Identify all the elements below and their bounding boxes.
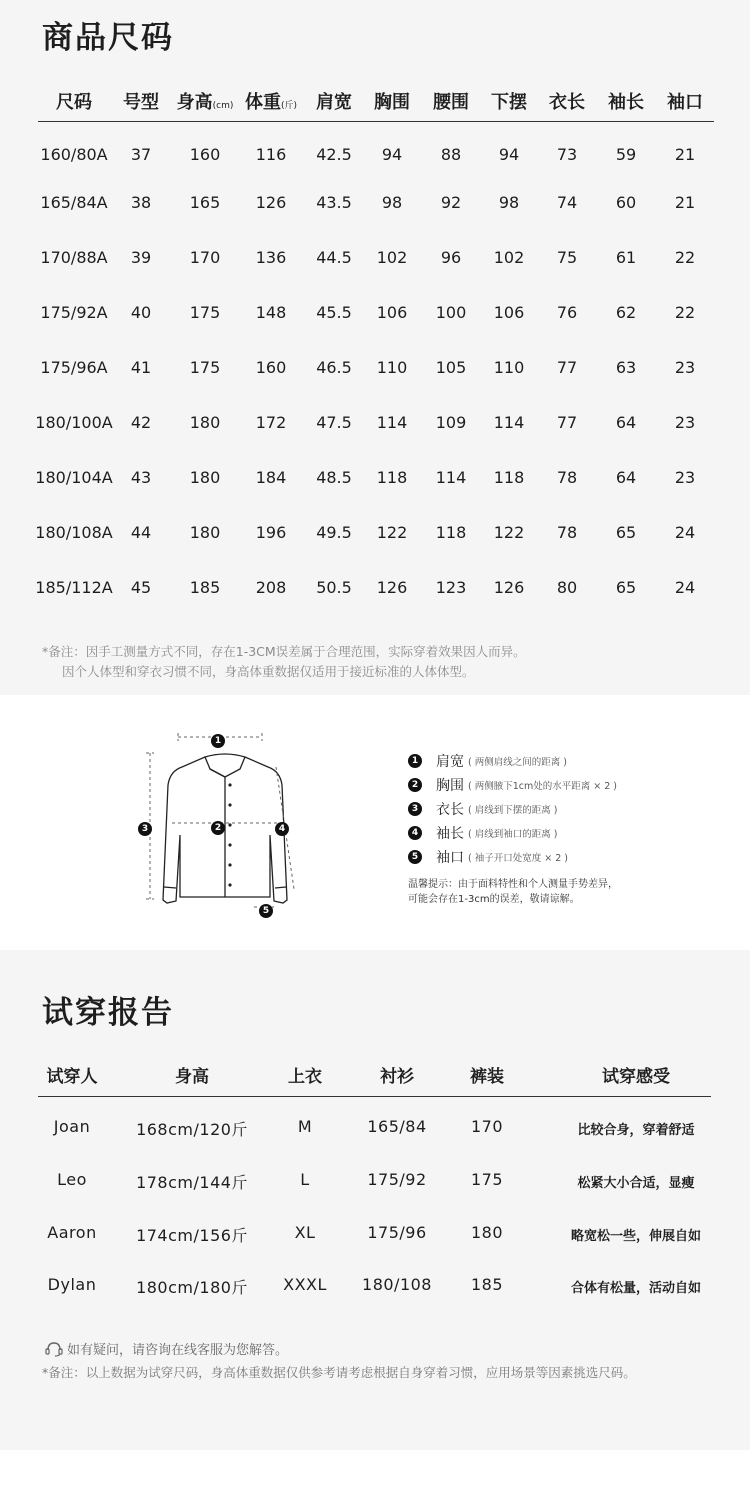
size-cell: 23 [674, 413, 696, 432]
size-cell: 49.5 [316, 523, 352, 542]
size-cell: 180/108A [35, 523, 113, 542]
size-chart-section [0, 0, 750, 695]
size-cell: 185 [189, 578, 221, 597]
size-cell: 180/104A [35, 468, 113, 487]
size-cell: 24 [674, 523, 696, 542]
diagram-marker: 4 [275, 822, 289, 836]
size-cell: 37 [130, 145, 152, 164]
size-cell: 23 [674, 358, 696, 377]
size-cell: 100 [435, 303, 467, 322]
size-cell: 175/92A [40, 303, 108, 322]
size-header-cell: 体重(斤) [244, 92, 298, 113]
size-cell: 123 [435, 578, 467, 597]
size-cell: 184 [255, 468, 287, 487]
trial-cell: XXXL [283, 1275, 327, 1294]
size-cell: 21 [674, 193, 696, 212]
size-cell: 102 [376, 248, 408, 267]
trial-cell: 175 [470, 1170, 504, 1189]
trial-feeling: 略宽松一些，伸展自如 [570, 1229, 702, 1244]
size-cell: 122 [376, 523, 408, 542]
size-cell: 43 [130, 468, 152, 487]
size-cell: 76 [556, 303, 578, 322]
header-divider [38, 121, 714, 122]
size-cell: 175 [189, 303, 221, 322]
trial-cell: 174cm/156斤 [136, 1226, 248, 1245]
size-cell: 45 [130, 578, 152, 597]
size-cell: 98 [381, 193, 403, 212]
legend-number: 1 [408, 754, 422, 768]
size-cell: 136 [255, 248, 287, 267]
size-cell: 22 [674, 303, 696, 322]
size-cell: 175 [189, 358, 221, 377]
size-cell: 180 [189, 468, 221, 487]
trial-cell: L [300, 1170, 310, 1189]
size-cell: 44 [130, 523, 152, 542]
trial-footnote: *备注：以上数据为试穿尺码，身高体重数据仅供参考请考虑根据自身穿着习惯，应用场景等因素挑选尺码。 [42, 1365, 636, 1380]
legend-description: ( 肩线到下摆的距离 ) [468, 805, 558, 816]
size-header-cell: 胸围 [374, 92, 410, 113]
trial-header-cell: 衬衫 [380, 1067, 414, 1087]
size-cell: 170/88A [40, 248, 108, 267]
size-cell: 118 [435, 523, 467, 542]
size-cell: 118 [493, 468, 525, 487]
trial-person-name: Leo [57, 1170, 87, 1189]
size-cell: 172 [255, 413, 287, 432]
size-cell: 74 [556, 193, 578, 212]
size-cell: 42.5 [316, 145, 352, 164]
trial-report-title: 试穿报告 [42, 995, 174, 1031]
trial-header-cell: 身高 [175, 1067, 209, 1087]
legend-item [408, 751, 567, 771]
trial-cell: 175/96 [367, 1223, 427, 1242]
size-cell: 45.5 [316, 303, 352, 322]
size-cell: 42 [130, 413, 152, 432]
size-cell: 80 [556, 578, 578, 597]
legend-number: 3 [408, 802, 422, 816]
size-cell: 116 [255, 145, 287, 164]
size-header-cell: 衣长 [549, 92, 585, 113]
trial-header-cell: 试穿感受 [602, 1067, 670, 1087]
size-header-cell: 身高(cm) [176, 92, 234, 113]
size-cell: 165 [189, 193, 221, 212]
size-cell: 88 [440, 145, 462, 164]
size-cell: 165/84A [40, 193, 108, 212]
service-note [44, 1339, 288, 1358]
size-cell: 77 [556, 413, 578, 432]
trial-cell: 180 [470, 1223, 504, 1242]
trial-cell: 180/108 [362, 1275, 432, 1294]
tip-line2: 可能会存在1-3cm的误差，敬请谅解。 [408, 894, 580, 905]
size-cell: 44.5 [316, 248, 352, 267]
size-cell: 160/80A [40, 145, 108, 164]
legend-label: 衣长 [436, 802, 464, 818]
trial-person-name: Joan [53, 1117, 91, 1136]
size-cell: 94 [498, 145, 520, 164]
trial-person-name: Aaron [47, 1223, 97, 1242]
size-cell: 48.5 [316, 468, 352, 487]
size-cell: 160 [189, 145, 221, 164]
size-note-line1: *备注：因手工测量方式不同，存在1-3CM误差属于合理范围，实际穿着效果因人而异。 [42, 644, 526, 659]
size-cell: 180 [189, 523, 221, 542]
size-cell: 126 [493, 578, 525, 597]
trial-header-cell: 上衣 [288, 1067, 322, 1087]
size-cell: 46.5 [316, 358, 352, 377]
size-header-cell: 腰围 [433, 92, 469, 113]
size-cell: 50.5 [316, 578, 352, 597]
trial-header-divider [38, 1096, 711, 1097]
size-cell: 148 [255, 303, 287, 322]
size-cell: 109 [435, 413, 467, 432]
size-cell: 22 [674, 248, 696, 267]
unit-label: (斤) [280, 101, 298, 111]
size-cell: 114 [435, 468, 467, 487]
size-cell: 38 [130, 193, 152, 212]
trial-feeling: 合体有松量，活动自如 [570, 1281, 702, 1296]
size-cell: 126 [255, 193, 287, 212]
size-cell: 180/100A [35, 413, 113, 432]
size-cell: 96 [440, 248, 462, 267]
size-cell: 110 [493, 358, 525, 377]
legend-description: ( 两侧肩线之间的距离 ) [468, 757, 567, 768]
size-cell: 94 [381, 145, 403, 164]
size-header-cell: 肩宽 [316, 92, 352, 113]
unit-label: (cm) [212, 101, 234, 111]
size-cell: 64 [615, 413, 637, 432]
size-cell: 78 [556, 468, 578, 487]
size-cell: 61 [615, 248, 637, 267]
size-header-cell: 尺码 [56, 92, 92, 113]
size-cell: 126 [376, 578, 408, 597]
diagram-marker: 3 [138, 822, 152, 836]
size-cell: 110 [376, 358, 408, 377]
size-note-line2: 因个人体型和穿衣习惯不同，身高体重数据仅适用于接近标准的人体体型。 [62, 664, 475, 679]
diagram-marker: 5 [259, 904, 273, 918]
legend-item [408, 775, 617, 795]
diagram-marker: 1 [211, 734, 225, 748]
trial-feeling: 比较合身，穿着舒适 [577, 1123, 695, 1138]
trial-cell: XL [294, 1223, 316, 1242]
legend-label: 肩宽 [436, 754, 464, 770]
size-cell: 64 [615, 468, 637, 487]
size-cell: 122 [493, 523, 525, 542]
size-cell: 196 [255, 523, 287, 542]
size-header-cell: 袖口 [667, 92, 703, 113]
legend-description: ( 两侧腋下1cm处的水平距离 × 2 ) [468, 781, 618, 792]
trial-header-cell: 裤装 [470, 1067, 504, 1087]
legend-number: 2 [408, 778, 422, 792]
trial-header-cell: 试穿人 [46, 1067, 98, 1087]
customer-service-icon [44, 1340, 64, 1358]
legend-label: 袖长 [436, 826, 464, 842]
legend-item [408, 799, 557, 819]
size-cell: 170 [189, 248, 221, 267]
size-cell: 92 [440, 193, 462, 212]
trial-report-section [0, 950, 750, 1450]
trial-cell: 175/92 [367, 1170, 427, 1189]
trial-cell: 185 [470, 1275, 504, 1294]
trial-cell: 168cm/120斤 [136, 1120, 248, 1139]
size-cell: 105 [435, 358, 467, 377]
service-note-text: 如有疑问，请咨询在线客服为您解答。 [67, 1343, 289, 1358]
size-cell: 65 [615, 523, 637, 542]
legend-description: ( 肩线到袖口的距离 ) [468, 829, 558, 840]
size-cell: 98 [498, 193, 520, 212]
measurement-diagram-section [0, 695, 750, 950]
size-cell: 73 [556, 145, 578, 164]
size-cell: 63 [615, 358, 637, 377]
trial-cell: 180cm/180斤 [136, 1278, 248, 1297]
size-cell: 118 [376, 468, 408, 487]
size-cell: 23 [674, 468, 696, 487]
size-cell: 65 [615, 578, 637, 597]
size-cell: 41 [130, 358, 152, 377]
trial-cell: M [297, 1117, 313, 1136]
size-cell: 106 [493, 303, 525, 322]
trial-person-name: Dylan [47, 1275, 97, 1294]
legend-number: 5 [408, 850, 422, 864]
size-cell: 114 [376, 413, 408, 432]
tip-line1: 温馨提示：由于面料特性和个人测量手势差异， [408, 879, 618, 890]
size-header-cell: 下摆 [491, 92, 527, 113]
size-cell: 77 [556, 358, 578, 377]
size-cell: 60 [615, 193, 637, 212]
trial-cell: 178cm/144斤 [136, 1173, 248, 1192]
size-cell: 208 [255, 578, 287, 597]
size-cell: 59 [615, 145, 637, 164]
size-cell: 24 [674, 578, 696, 597]
legend-number: 4 [408, 826, 422, 840]
legend-label: 胸围 [436, 778, 464, 794]
size-chart-title: 商品尺码 [42, 20, 174, 56]
legend-item [408, 823, 557, 843]
legend-label: 袖口 [436, 850, 464, 866]
size-cell: 21 [674, 145, 696, 164]
size-header-cell: 号型 [123, 92, 159, 113]
trial-cell: 165/84 [367, 1117, 427, 1136]
diagram-marker: 2 [211, 821, 225, 835]
size-cell: 47.5 [316, 413, 352, 432]
size-cell: 43.5 [316, 193, 352, 212]
size-cell: 75 [556, 248, 578, 267]
size-cell: 78 [556, 523, 578, 542]
size-cell: 39 [130, 248, 152, 267]
trial-feeling: 松紧大小合适，显瘦 [577, 1176, 695, 1191]
trial-cell: 170 [470, 1117, 504, 1136]
size-cell: 175/96A [40, 358, 108, 377]
size-cell: 106 [376, 303, 408, 322]
size-cell: 62 [615, 303, 637, 322]
size-cell: 40 [130, 303, 152, 322]
legend-item [408, 847, 568, 867]
size-cell: 114 [493, 413, 525, 432]
size-cell: 185/112A [35, 578, 113, 597]
size-header-cell: 袖长 [608, 92, 644, 113]
size-cell: 160 [255, 358, 287, 377]
size-cell: 180 [189, 413, 221, 432]
size-cell: 102 [493, 248, 525, 267]
legend-description: ( 袖子开口处宽度 × 2 ) [468, 853, 568, 864]
